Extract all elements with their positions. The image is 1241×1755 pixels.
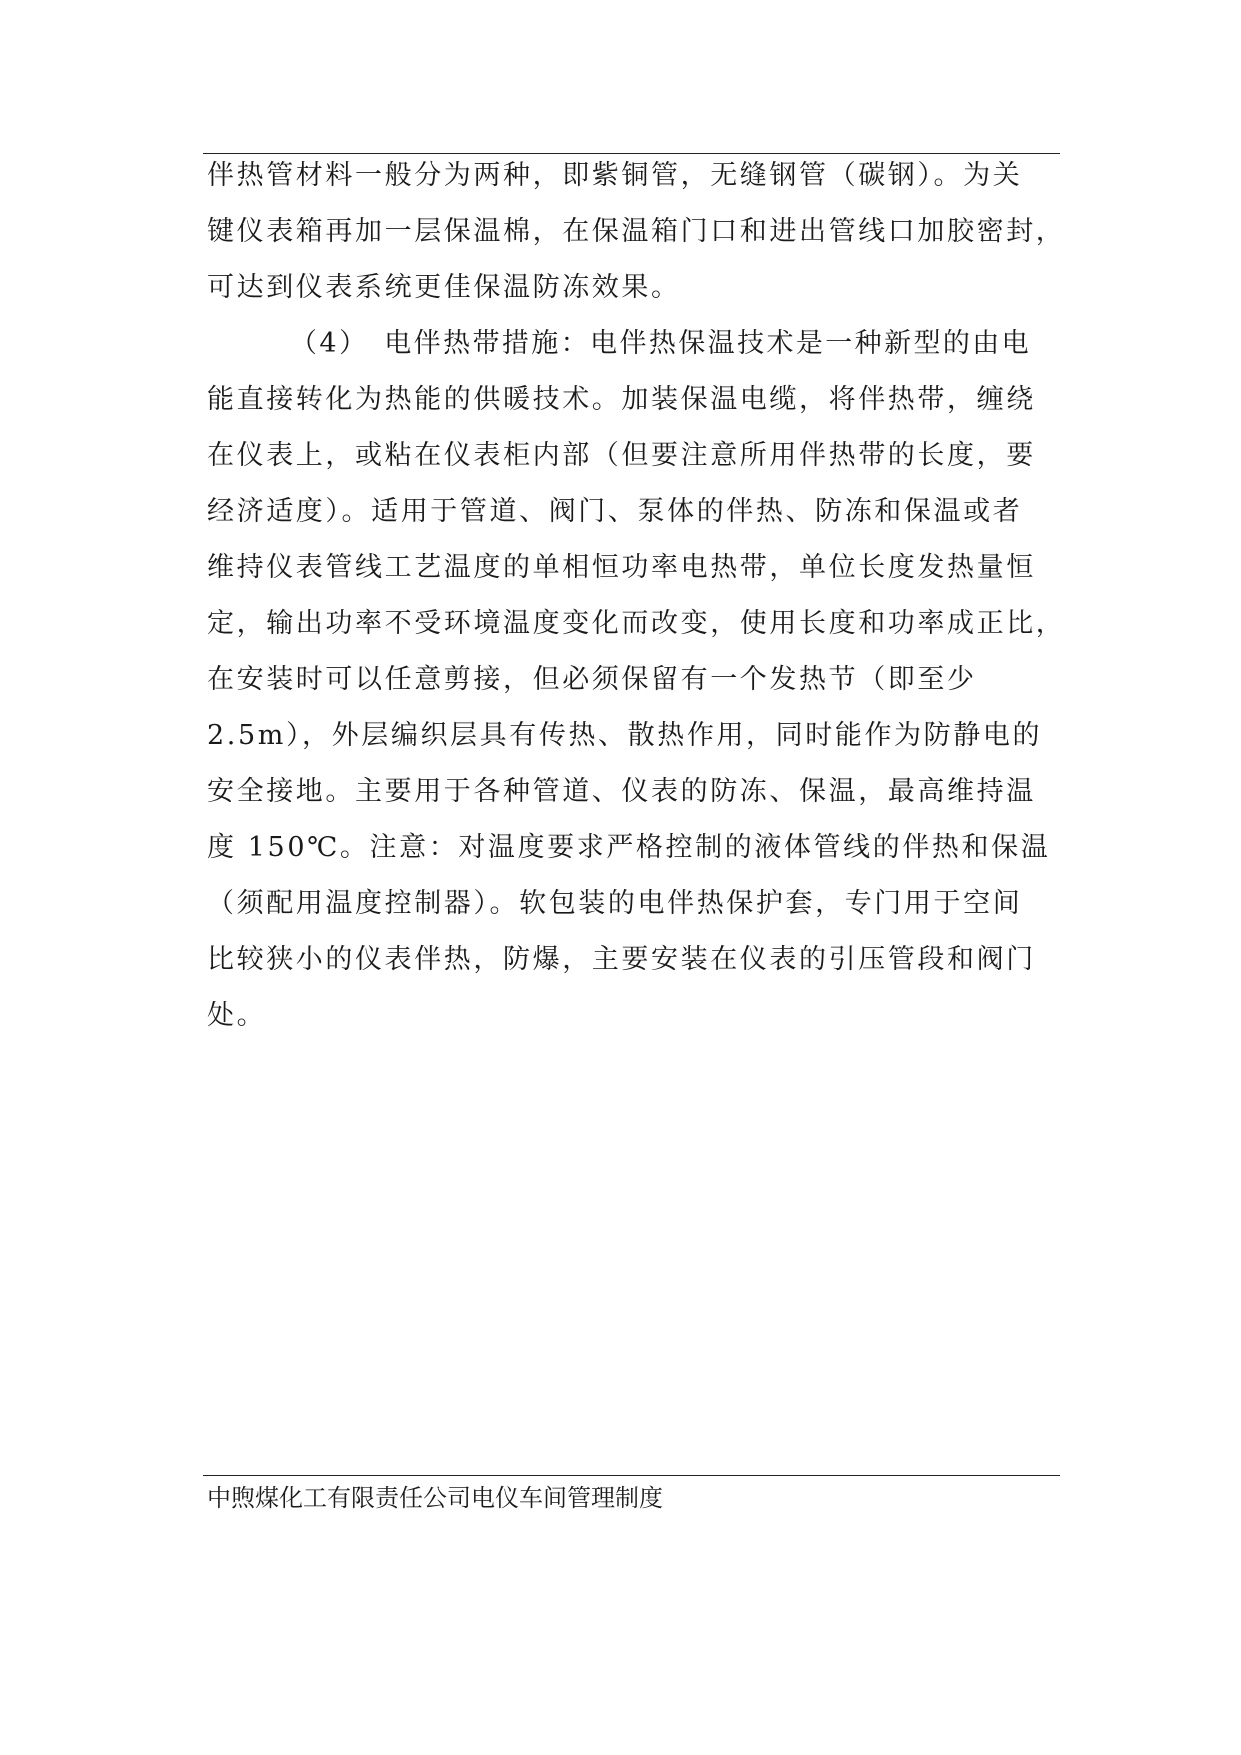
text-line: 可达到仪表系统更佳保温防冻效果。 <box>207 272 681 303</box>
text-line: 伴热管材料一般分为两种，即紫铜管，无缝钢管（碳钢）。为关 <box>207 160 1023 191</box>
text-line: 2.5m），外层编织层具有传热、散热作用，同时能作为防静电的 <box>207 720 1043 751</box>
text-line: （须配用温度控制器）。软包装的电伴热保护套，专门用于空间 <box>207 888 1023 919</box>
footer-rule <box>203 1475 1060 1476</box>
text-line: 能直接转化为热能的供暖技术。加装保温电缆，将伴热带，缠绕 <box>207 384 1036 415</box>
text-line: 处。 <box>207 1000 267 1031</box>
text-line: 在仪表上，或粘在仪表柜内部（但要注意所用伴热带的长度，要 <box>207 440 1036 471</box>
paragraph-start-line: （4） 电伴热带措施：电伴热保温技术是一种新型的由电 <box>290 328 1032 359</box>
text-line: 维持仪表管线工艺温度的单相恒功率电热带，单位长度发热量恒 <box>207 552 1036 583</box>
text-line: 度 150℃。注意：对温度要求严格控制的液体管线的伴热和保温 <box>207 832 1051 863</box>
text-line: 键仪表箱再加一层保温棉，在保温箱门口和进出管线口加胶密封， <box>207 216 1066 247</box>
text-line: 安全接地。主要用于各种管道、仪表的防冻、保温，最高维持温 <box>207 776 1036 807</box>
text-line: 定，输出功率不受环境温度变化而改变，使用长度和功率成正比， <box>207 608 1066 639</box>
text-line: 在安装时可以任意剪接，但必须保留有一个发热节（即至少 <box>207 664 977 695</box>
text-line: 经济适度）。适用于管道、阀门、泵体的伴热、防冻和保温或者 <box>207 496 1023 527</box>
text-line: 比较狭小的仪表伴热，防爆，主要安装在仪表的引压管段和阀门 <box>207 944 1036 975</box>
footer-title: 中煦煤化工有限责任公司电仪车间管理制度 <box>207 1484 663 1512</box>
